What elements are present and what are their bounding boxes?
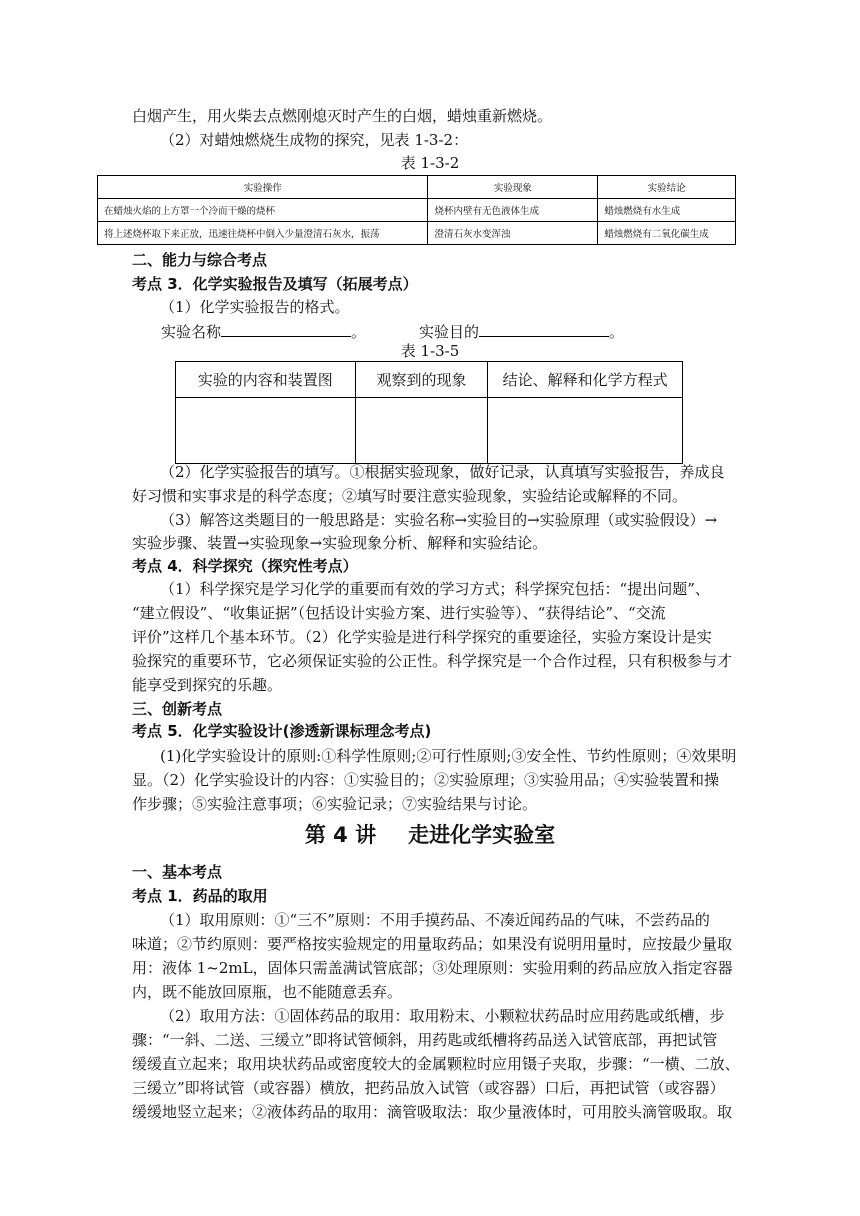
kp-heading: 考点 4．科学探究（探究性考点） [132, 557, 358, 575]
paragraph-line: （1）化学实验报告的格式。 [160, 298, 350, 316]
kp-heading: 考点 5．化学实验设计(渗透新课标理念考点) [132, 722, 432, 740]
paragraph-line: （1）取用原则：①“三不”原则：不用手摸药品、不凑近闻药品的气味，不尝药品的 [160, 911, 710, 929]
paragraph-line: （3）解答这类题目的一般思路是：实验名称→实验目的→实验原理（或实验假设）→ [160, 511, 718, 529]
paragraph-line: 评价”这样几个基本环节。（2）化学实验是进行科学探究的重要途径，实验方案设计是实 [132, 628, 712, 646]
table-cell: 蜡烛燃烧有水生成 [598, 199, 736, 222]
paragraph-line: 显。（2）化学实验设计的内容：①实验目的；②实验原理；③实验用品；④实验装置和操 [132, 771, 720, 789]
table-1-3-5 [175, 361, 683, 464]
experiment-goal-field [419, 321, 624, 342]
kp-heading: 考点 1．药品的取用 [132, 887, 268, 905]
table-header-cell: 实验的内容和装置图 [176, 362, 356, 398]
paragraph-line: 骤：“一斜、二送、三缓立”即将试管倾斜，用药匙或纸槽将药品送入试管底部，再把试管 [132, 1031, 718, 1049]
experiment-goal-label: 实验目的 [419, 323, 480, 341]
section-heading: 二、能力与综合考点 [132, 251, 268, 269]
table-cell: 在蜡烛火焰的上方罩一个冷而干燥的烧杯 [98, 199, 428, 222]
table-cell: 蜡烛燃烧有二氧化碳生成 [598, 222, 736, 245]
paragraph-line: （1）科学探究是学习化学的重要而有效的学习方式；科学探究包括：“提出问题”、 [160, 580, 710, 598]
paragraph-line: (1)化学实验设计的原则:①科学性原则;②可行性原则;③安全性、节约性原则；④效果明 [160, 747, 737, 765]
paragraph-line: 缓缓直立起来；取用块状药品或密度较大的金属颗粒时应用镊子夹取，步骤：“一横、二放、 [132, 1055, 740, 1073]
table-header-cell: 实验结论 [598, 176, 736, 199]
experiment-name-label: 实验名称 [161, 323, 222, 341]
lecture-name: 走进化学实验室 [408, 823, 556, 847]
kp-heading: 考点 3．化学实验报告及填写（拓展考点） [132, 275, 418, 293]
table-row [98, 199, 736, 222]
paragraph-line: 实验步骤、装置→实验现象→实验现象分析、解释和实验结论。 [132, 534, 548, 552]
section-heading: 一、基本考点 [132, 863, 223, 881]
table-cell: 将上述烧杯取下来正放，迅速往烧杯中倒入少量澄清石灰水，振荡 [98, 222, 428, 245]
paragraph-line: 用：液体 1~2mL，固体只需盖满试管底部；③处理原则：实验用剩的药品应放入指定容器 [132, 959, 733, 977]
lecture-title [0, 822, 860, 848]
blank-line [479, 321, 609, 337]
table-header-cell: 实验操作 [98, 176, 428, 199]
table-1-3-2 [97, 175, 736, 245]
table-cell [488, 398, 683, 464]
period: 。 [609, 323, 625, 341]
table-row [98, 222, 736, 245]
lecture-number: 第 4 讲 [304, 823, 377, 847]
table-row [176, 398, 683, 464]
period: 。 [351, 323, 367, 341]
paragraph-line: （2）取用方法：①固体药品的取用：取用粉末、小颗粒状药品时应用药匙或纸槽，步 [160, 1007, 725, 1025]
paragraph-line: 好习惯和实事求是的科学态度；②填写时要注意实验现象，实验结论或解释的不同。 [132, 487, 688, 505]
table-header-cell: 观察到的现象 [355, 362, 488, 398]
table-header-row [98, 176, 736, 199]
blank-line [221, 321, 351, 337]
paragraph-line: （2）化学实验报告的填写。①根据实验现象，做好记录，认真填写实验报告，养成良 [160, 463, 725, 481]
paragraph-line: 白烟产生，用火柴去点燃刚熄灭时产生的白烟，蜡烛重新燃烧。 [132, 107, 553, 125]
table-header-cell: 实验现象 [428, 176, 598, 199]
experiment-name-field [161, 321, 366, 342]
table-header-cell: 结论、解释和化学方程式 [488, 362, 683, 398]
paragraph-line: 三缓立”即将试管（或容器）横放，把药品放入试管（或容器）口后，再把试管（或容器） [132, 1079, 725, 1097]
paragraph-line: （2）对蜡烛燃烧生成物的探究，见表 1-3-2： [160, 131, 469, 149]
paragraph-line: 能享受到探究的乐趣。 [132, 676, 283, 694]
paragraph-line: 味道；②节约原则：要严格按实验规定的用量取药品；如果没有说明用量时，应按最少量取 [132, 935, 733, 953]
table-cell: 澄清石灰水变浑浊 [428, 222, 598, 245]
table-cell [355, 398, 488, 464]
paragraph-line: 作步骤；⑤实验注意事项；⑥实验记录；⑦实验结果与讨论。 [132, 795, 538, 813]
paragraph-line: 缓缓地竖立起来；②液体药品的取用：滴管吸取法：取少量液体时，可用胶头滴管吸取。取 [132, 1103, 733, 1121]
table-caption: 表 1-3-5 [400, 342, 460, 360]
paragraph-line: 验探究的重要环节，它必须保证实验的公正性。科学探究是一个合作过程，只有积极参与才 [132, 652, 733, 670]
section-heading: 三、创新考点 [132, 700, 223, 718]
table-caption: 表 1-3-2 [400, 154, 460, 172]
table-cell [176, 398, 356, 464]
paragraph-line: 内，既不能放回原瓶，也不能随意丢弃。 [132, 983, 403, 1001]
paragraph-line: “建立假设”、“收集证据”（包括设计实验方案、进行实验等）、“获得结论”、“交流 [132, 604, 666, 622]
table-header-row [176, 362, 683, 398]
table-cell: 烧杯内壁有无色液体生成 [428, 199, 598, 222]
